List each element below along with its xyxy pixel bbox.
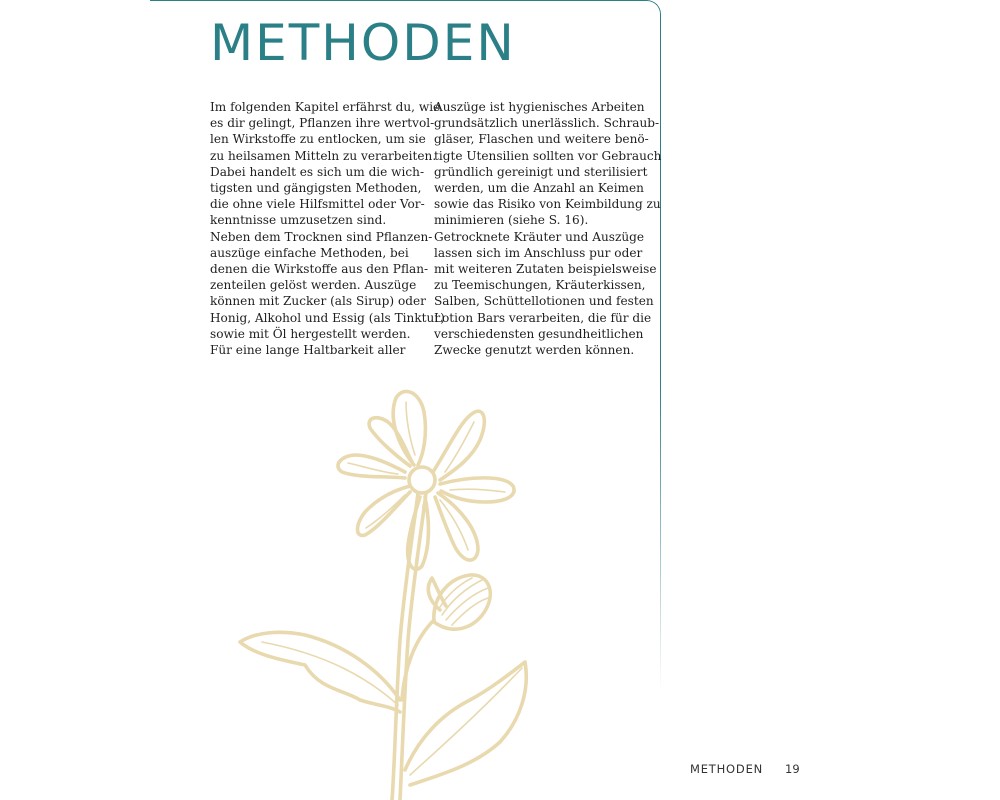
- footer-section: METHODEN: [690, 762, 764, 776]
- text-line: Auszüge ist hygienisches Arbeiten: [434, 100, 645, 114]
- text-line: kenntnisse umzusetzen sind.: [210, 213, 387, 228]
- text-line: grundsätzlich unerlässlich. Schraub-: [434, 116, 660, 131]
- text-line: es dir gelingt, Pflanzen ihre wertvol-: [210, 116, 435, 131]
- text-line: tigsten und gängigsten Methoden,: [210, 181, 422, 196]
- text-line: Zwecke genutzt werden können.: [434, 343, 635, 358]
- text-line: die ohne viele Hilfsmittel oder Vor-: [210, 197, 425, 212]
- text-line: zenteilen gelöst werden. Auszüge: [210, 278, 417, 293]
- flower-center: [409, 467, 435, 493]
- text-column-left: [210, 99, 445, 358]
- text-line: verschiedensten gesundheitlichen: [434, 326, 644, 341]
- text-line: Für eine lange Haltbarkeit aller: [210, 343, 406, 358]
- text-line: zu Teemischungen, Kräuterkissen,: [434, 278, 646, 293]
- petal-vein: [450, 489, 505, 492]
- petal: [338, 455, 405, 478]
- text-line: mit weiteren Zutaten beispielsweise: [434, 262, 657, 277]
- leaf-vein: [410, 668, 522, 775]
- text-line: Getrocknete Kräuter und Auszüge: [434, 229, 645, 244]
- bud-sepal: [428, 578, 446, 610]
- text-line: werden, um die Anzahl an Keimen: [434, 181, 644, 196]
- text-line: len Wirkstoffe zu entlocken, um sie: [210, 132, 426, 147]
- daisy-flower-illustration: [220, 375, 560, 800]
- petal: [433, 411, 484, 480]
- text-line: denen die Wirkstoffe aus den Pflan-: [210, 262, 429, 277]
- bud-line: [452, 598, 488, 625]
- text-line: Dabei handelt es sich um die wich-: [210, 164, 425, 179]
- text-line: zu heilsamen Mitteln zu verarbeiten.: [210, 148, 437, 163]
- text-line: minimieren (siehe S. 16).: [434, 213, 589, 228]
- text-line: Honig, Alkohol und Essig (als Tinktur): [210, 310, 445, 325]
- text-line: sowie das Risiko von Keimbildung zu: [434, 197, 661, 212]
- text-line: Im folgenden Kapitel erfährst du, wie: [210, 100, 441, 114]
- petal-vein: [406, 402, 415, 455]
- text-line: auszüge einfache Methoden, bei: [210, 245, 409, 260]
- text-line: gläser, Flaschen und weitere benö-: [434, 132, 649, 147]
- leaf-left: [240, 632, 400, 712]
- page-number: 19: [785, 762, 800, 776]
- text-line: Lotion Bars verarbeiten, die für die: [434, 310, 652, 325]
- page-footer: [690, 762, 800, 776]
- page-title: METHODEN: [210, 14, 516, 72]
- text-line: gründlich gereinigt und sterilisiert: [434, 164, 648, 179]
- text-column-right: [434, 99, 662, 358]
- text-line: tigte Utensilien sollten vor Gebrauch: [434, 148, 662, 163]
- text-line: können mit Zucker (als Sirup) oder: [210, 294, 426, 309]
- petal-vein: [366, 495, 405, 528]
- text-line: Neben dem Trocknen sind Pflanzen-: [210, 229, 433, 244]
- text-line: Salben, Schüttellotionen und festen: [434, 294, 654, 309]
- text-line: lassen sich im Anschluss pur oder: [434, 245, 643, 260]
- text-line: sowie mit Öl hergestellt werden.: [210, 326, 411, 341]
